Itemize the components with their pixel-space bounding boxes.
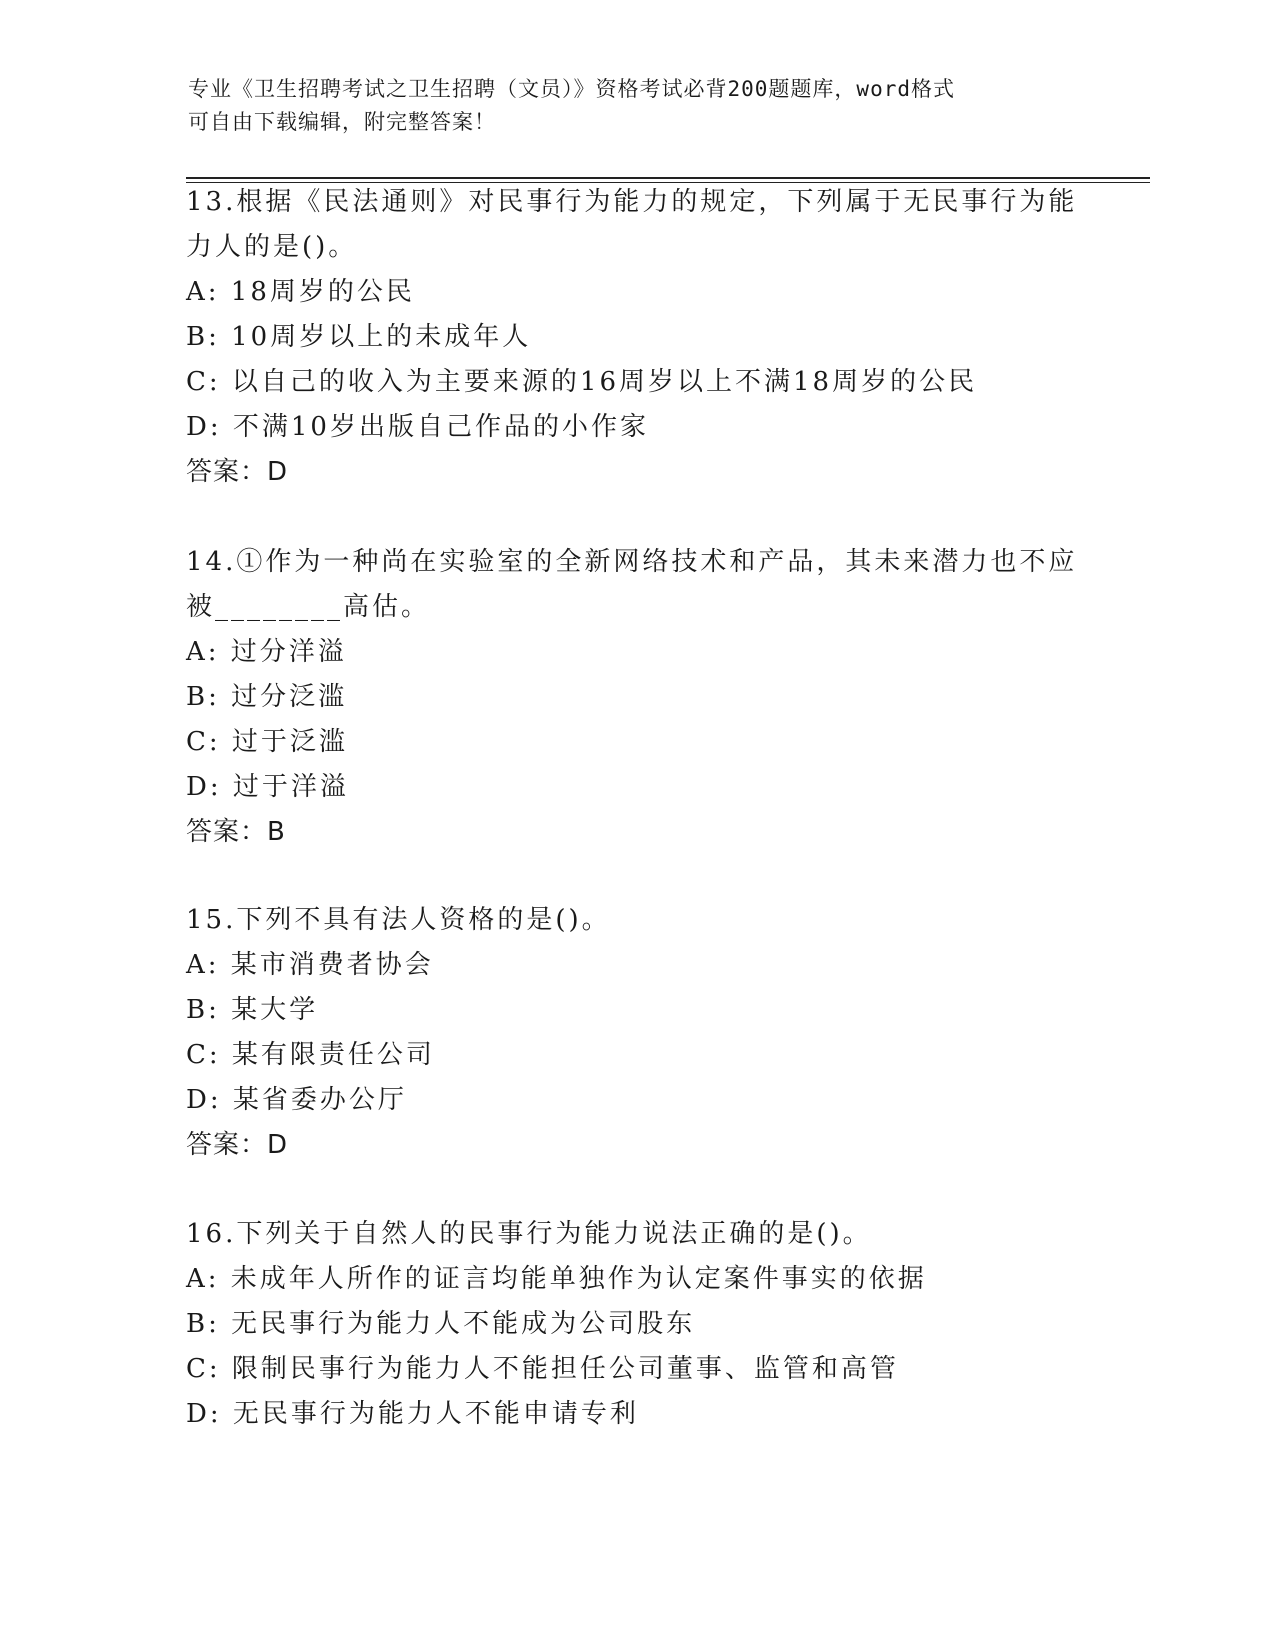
question-16 <box>186 1212 1086 1437</box>
question-stem-line-1: 13.根据《民法通则》对民事行为能力的规定，下列属于无民事行为能 <box>186 187 1078 217</box>
answer-line: 答案：D <box>186 1130 289 1160</box>
answer-line: 答案：D <box>186 457 289 487</box>
question-stem-line-2: 被________高估。 <box>186 592 431 622</box>
question-stem-line-1: 15.下列不具有法人资格的是()。 <box>186 905 611 935</box>
option-b: B: 10周岁以上的未成年人 <box>186 322 532 352</box>
question-stem-line-2: 力人的是()。 <box>186 232 358 262</box>
question-14 <box>186 540 1086 855</box>
option-c: C: 以自己的收入为主要来源的16周岁以上不满18周岁的公民 <box>186 367 978 397</box>
option-d: D: 不满10岁出版自己作品的小作家 <box>186 412 649 442</box>
option-b: B: 无民事行为能力人不能成为公司股东 <box>186 1309 696 1339</box>
document-header <box>188 73 1068 139</box>
question-13 <box>186 180 1086 495</box>
question-stem-line-1: 14.①作为一种尚在实验室的全新网络技术和产品，其未来潜力也不应 <box>186 547 1078 577</box>
option-d: D: 过于洋溢 <box>186 772 349 802</box>
header-divider-thick <box>186 177 1150 179</box>
option-b: B: 过分泛滥 <box>186 682 348 712</box>
option-a: A: 某市消费者协会 <box>186 950 434 980</box>
header-line-2: 可自由下载编辑，附完整答案！ <box>188 110 496 134</box>
option-c: C: 某有限责任公司 <box>186 1040 435 1070</box>
option-c: C: 限制民事行为能力人不能担任公司董事、监管和高管 <box>186 1354 899 1384</box>
question-stem-line-1: 16.下列关于自然人的民事行为能力说法正确的是()。 <box>186 1219 872 1249</box>
option-b: B: 某大学 <box>186 995 319 1025</box>
answer-line: 答案：B <box>186 817 286 847</box>
option-a: A: 未成年人所作的证言均能单独作为认定案件事实的依据 <box>186 1264 927 1294</box>
header-line-1: 专业《卫生招聘考试之卫生招聘（文员）》资格考试必背200题题库，word格式 <box>188 77 955 101</box>
option-d: D: 某省委办公厅 <box>186 1085 407 1115</box>
option-d: D: 无民事行为能力人不能申请专利 <box>186 1399 639 1429</box>
option-a: A: 过分洋溢 <box>186 637 347 667</box>
option-c: C: 过于泛滥 <box>186 727 348 757</box>
question-15 <box>186 898 1086 1168</box>
option-a: A: 18周岁的公民 <box>186 277 415 307</box>
